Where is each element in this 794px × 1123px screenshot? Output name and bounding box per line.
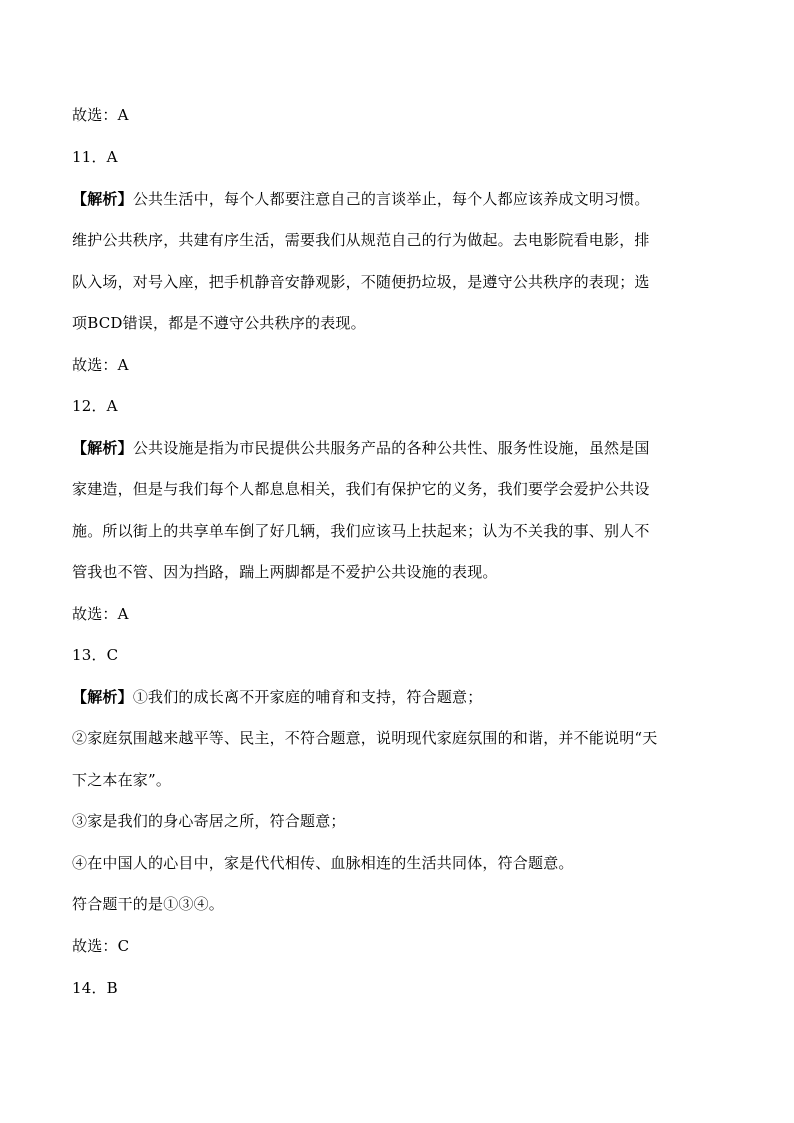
- text-line: ④在中国人的心目中，家是代代相传、血脉相连的生活共同体，符合题意。: [72, 854, 574, 872]
- text-line: ③家是我们的身心寄居之所，符合题意；: [72, 812, 346, 830]
- analysis-label: 【解析】: [72, 190, 133, 208]
- text-line: 符合题干的是①③④。: [72, 895, 225, 913]
- answer-line: 故选：C: [72, 937, 130, 955]
- analysis-line: [72, 189, 650, 209]
- answer-line: 故选：A: [72, 356, 129, 374]
- analysis-label: 【解析】: [72, 439, 133, 457]
- text-line: 家建造，但是与我们每个人都息息相关，我们有保护它的义务，我们要学会爱护公共设: [72, 480, 650, 498]
- analysis-text: 公共设施是指为市民提供公共服务产品的各种公共性、服务性设施，虽然是国: [132, 439, 650, 457]
- question-number: 11．A: [72, 148, 118, 166]
- text-line: 下之本在家”。: [72, 771, 172, 789]
- answer-line: 故选：A: [72, 106, 129, 124]
- text-line: 管我也不管、因为挡路，踹上两脚都是不爱护公共设施的表现。: [72, 563, 498, 581]
- analysis-line: [72, 687, 482, 707]
- text-line: 项BCD错误，都是不遵守公共秩序的表现。: [72, 314, 366, 332]
- analysis-line: [72, 438, 650, 458]
- answer-line: 故选：A: [72, 605, 129, 623]
- question-number: 12．A: [72, 397, 118, 415]
- text-line: 施。所以街上的共享单车倒了好几辆，我们应该马上扶起来；认为不关我的事、别人不: [72, 522, 650, 540]
- text-line: 队入场，对号入座，把手机静音安静观影，不随便扔垃圾，是遵守公共秩序的表现；选: [72, 273, 650, 291]
- analysis-text: 公共生活中，每个人都要注意自己的言谈举止，每个人都应该养成文明习惯。: [132, 190, 650, 208]
- analysis-text: ①我们的成长离不开家庭的哺育和支持，符合题意；: [132, 688, 483, 706]
- analysis-label: 【解析】: [72, 688, 133, 706]
- question-number: 13．C: [72, 646, 119, 664]
- text-line: ②家庭氛围越来越平等、民主，不符合题意，说明现代家庭氛围的和谐，并不能说明“天: [72, 729, 658, 747]
- question-number: 14．B: [72, 979, 118, 997]
- text-line: 维护公共秩序，共建有序生活，需要我们从规范自己的行为做起。去电影院看电影，排: [72, 231, 650, 249]
